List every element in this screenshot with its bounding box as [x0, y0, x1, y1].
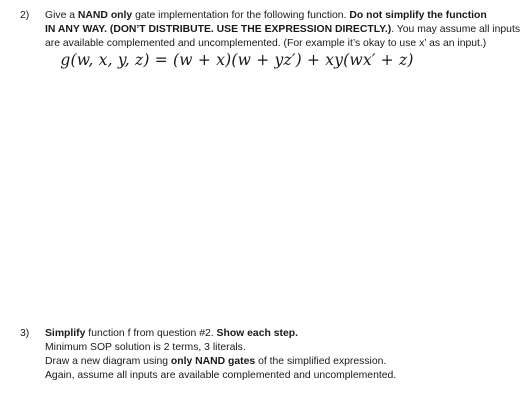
question-2-line-2	[45, 23, 520, 37]
q2-line1-bold-d: Do not simplify the function	[349, 10, 487, 21]
question-3-row	[20, 327, 466, 383]
q2-line2-bold-a: IN ANY WAY. (DON’T DISTRIBUTE. USE THE EXPRESSION DIRECTLY.)	[45, 24, 392, 35]
question-3-line-1	[45, 327, 466, 341]
question-3	[20, 327, 466, 383]
q2-line2-text-b: . You may assume all inputs	[391, 24, 520, 35]
function-equation: g(w, x, y, z) = (w + x)(w + yz′) + xy(wx′ + z)	[60, 51, 414, 69]
question-3-line-2: Minimum SOP solution is 2 terms, 3 literals.	[45, 342, 246, 353]
question-3-line-4: Again, assume all inputs are available complemented and uncomplemented.	[45, 370, 397, 381]
question-2-body	[45, 9, 520, 51]
question-3-number: 3)	[20, 328, 30, 339]
q3-line3-text-a: Draw a new diagram using	[45, 356, 171, 367]
question-3-body	[45, 327, 466, 383]
question-2	[20, 9, 520, 51]
question-2-line-1	[45, 9, 520, 23]
q3-line1-bold-d: .	[295, 328, 298, 339]
question-2-line-3: are available complemented and uncomplemented. (For example it’s okay to use x’ as an input.)	[45, 38, 487, 49]
question-3-line-3	[45, 355, 466, 369]
question-2-row	[20, 9, 520, 51]
q2-line1-bold-b: NAND only	[77, 10, 133, 21]
q3-line1-text-b: function f from question #2.	[85, 328, 217, 339]
q3-line3-text-c: of the simplified expression.	[255, 356, 387, 367]
q2-line1-text-a: Give a	[45, 10, 78, 21]
q3-line3-bold-b: only NAND gates	[170, 356, 256, 367]
q2-line1-text-c: gate implementation for the following function.	[132, 10, 350, 21]
question-2-number: 2)	[20, 10, 30, 21]
q3-line1-bold-a: Simplify	[45, 328, 86, 339]
q3-line1-bold-c: Show each step	[216, 328, 296, 339]
